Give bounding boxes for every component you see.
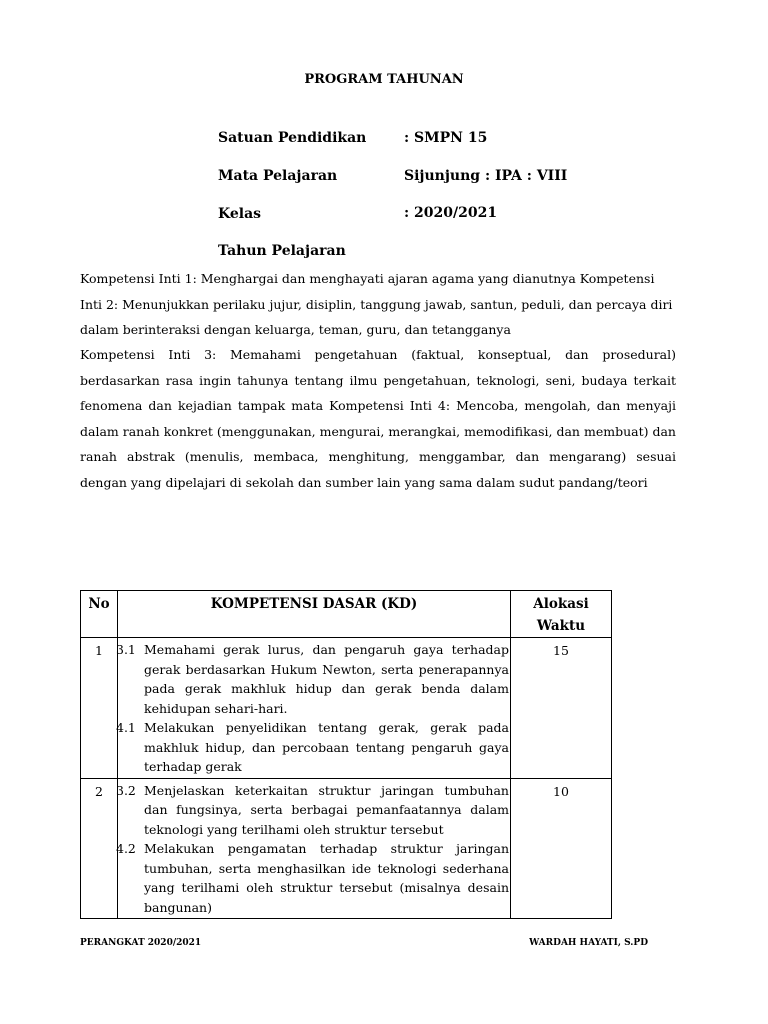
meta-value-mata-pelajaran: Sijunjung : IPA : VIII [404,168,568,184]
footer-right: WARDAH HAYATI, S.PD [529,938,648,948]
header-kompetensi-dasar: KOMPETENSI DASAR (KD) [118,591,511,638]
kompetensi-inti-3-4: Kompetensi Inti 3: Memahami pengetahuan (faktual, konseptual, dan prosedural) berdasarkan rasa ingin tahunya tentang ilmu pengetahuan, teknologi, seni, budaya terkait fenomena dan kejadian tampak mata Kompetensi Inti 4: Mencoba, mengolah, dan menyaji dalam ranah konkret (menggunakan, mengurai, merangkai, memodifikasi, dan membuat) dan ranah abstrak (menulis, membaca, menghitung, menggambar, dan mengarang) sesuai dengan yang dipelajari di sekolah dan sumber lain yang sama dalam sudut pandang/teori [80,347,676,490]
meta-value-satuan-pendidikan: : SMPN 15 [404,130,488,146]
kd-item [118,718,510,777]
alokasi-waktu-value: 15 [511,638,612,779]
meta-label-mata-pelajaran: Mata Pelajaran [218,168,338,184]
kd-item [118,640,510,718]
row-number: 1 [81,638,118,779]
header-no: No [81,591,118,638]
meta-label-tahun-pelajaran: Tahun Pelajaran [218,243,346,259]
kd-number: 3.2 [116,782,136,798]
row-number: 2 [81,778,118,919]
meta-value-kelas: : 2020/2021 [404,205,498,221]
kd-item [118,781,510,840]
kd-cell [118,778,511,919]
kd-cell [118,638,511,779]
meta-label-kelas: Kelas [218,206,262,222]
footer-left: PERANGKAT 2020/2021 [80,938,202,948]
kd-text: Menjelaskan keterkaitan struktur jaringan tumbuhan dan fungsinya, serta berbagai pemanfaatannya dalam teknologi yang terilhami oleh struktur tersebut [144,782,509,837]
kompetensi-dasar-table [80,590,612,919]
kd-number: 3.1 [116,642,136,657]
kd-number: 4.1 [116,720,136,735]
kd-item [118,839,510,917]
table-row [81,778,612,919]
alokasi-waktu-value: 10 [511,778,612,919]
document-title: PROGRAM TAHUNAN [304,72,464,87]
kd-text: Melakukan pengamatan terhadap struktur jaringan tumbuhan, serta menghasilkan ide teknologi sederhana yang terilhami oleh struktur tersebut (misalnya desain bangunan) [144,841,509,915]
kompetensi-inti-1-2: Kompetensi Inti 1: Menghargai dan menghayati ajaran agama yang dianutnya Kompetensi Inti 2: Menunjukkan perilaku jujur, disiplin, tanggung jawab, santun, peduli, dan percaya diri dalam berinteraksi dengan keluarga, teman, guru, dan tetangganya [80,271,673,337]
meta-label-satuan-pendidikan: Satuan Pendidikan [218,130,367,146]
kd-text: Melakukan penyelidikan tentang gerak, gerak pada makhluk hidup, dan percobaan tentang pengaruh gaya terhadap gerak [144,720,509,774]
table-header-row [81,591,612,638]
kd-text: Memahami gerak lurus, dan pengaruh gaya terhadap gerak berdasarkan Hukum Newton, serta penerapannya pada gerak makhluk hidup dan gerak benda dalam kehidupan sehari-hari. [144,642,509,716]
header-alokasi-waktu: Alokasi Waktu [511,591,612,638]
kd-number: 4.2 [116,841,136,856]
table-row [81,638,612,779]
